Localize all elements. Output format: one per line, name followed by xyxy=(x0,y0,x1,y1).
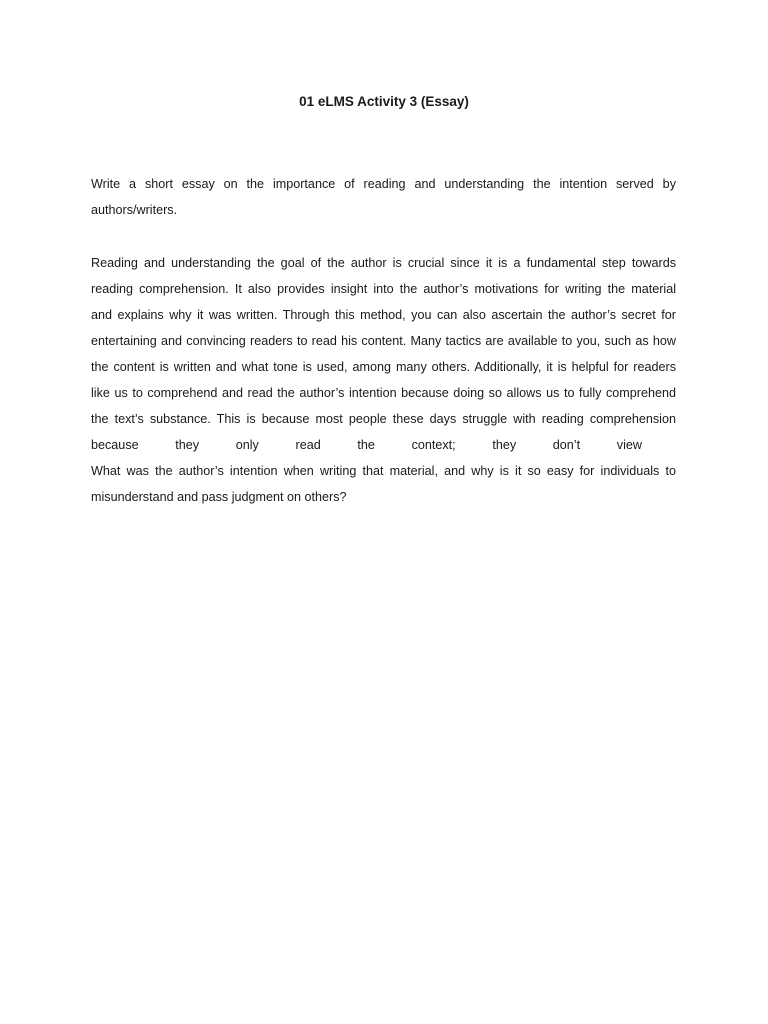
prompt-line: Write a short essay on the importance of reading and understanding the intention served by xyxy=(91,177,676,191)
spread-word: they xyxy=(492,438,517,452)
spread-word: view xyxy=(616,438,642,452)
spread-word: they xyxy=(175,438,200,452)
document-title: 01 eLMS Activity 3 (Essay) xyxy=(299,94,469,109)
essay-body xyxy=(91,250,676,510)
essay-line: reading comprehension. It also provides insight into the author’s motivations for writing the material xyxy=(91,282,676,296)
essay-prompt xyxy=(91,171,676,223)
essay-line: the text’s substance. This is because most people these days struggle with reading comprehension xyxy=(91,412,676,426)
spread-word: only xyxy=(235,438,259,452)
essay-line: the content is written and what tone is used, among many others. Additionally, it is helpful for readers xyxy=(91,360,676,374)
spread-word: don’t xyxy=(552,438,581,452)
essay-line: misunderstand and pass judgment on others? xyxy=(91,490,347,504)
prompt-line: authors/writers. xyxy=(91,203,178,217)
spread-word: context; xyxy=(411,438,456,452)
essay-line: Reading and understanding the goal of the author is crucial since it is a fundamental step towards xyxy=(91,256,676,270)
spread-word: because xyxy=(91,438,139,452)
spread-line xyxy=(91,432,676,458)
essay-line: and explains why it was written. Through this method, you can also ascertain the author’s secret for xyxy=(91,308,676,322)
essay-line: like us to comprehend and read the author’s intention because doing so allows us to fully comprehend xyxy=(91,386,676,400)
spread-word: the xyxy=(357,438,375,452)
spread-word: read xyxy=(295,438,321,452)
essay-line: What was the author’s intention when writing that material, and why is it so easy for individuals to xyxy=(91,464,676,478)
essay-line: entertaining and convincing readers to read his content. Many tactics are available to you, such as how xyxy=(91,334,676,348)
